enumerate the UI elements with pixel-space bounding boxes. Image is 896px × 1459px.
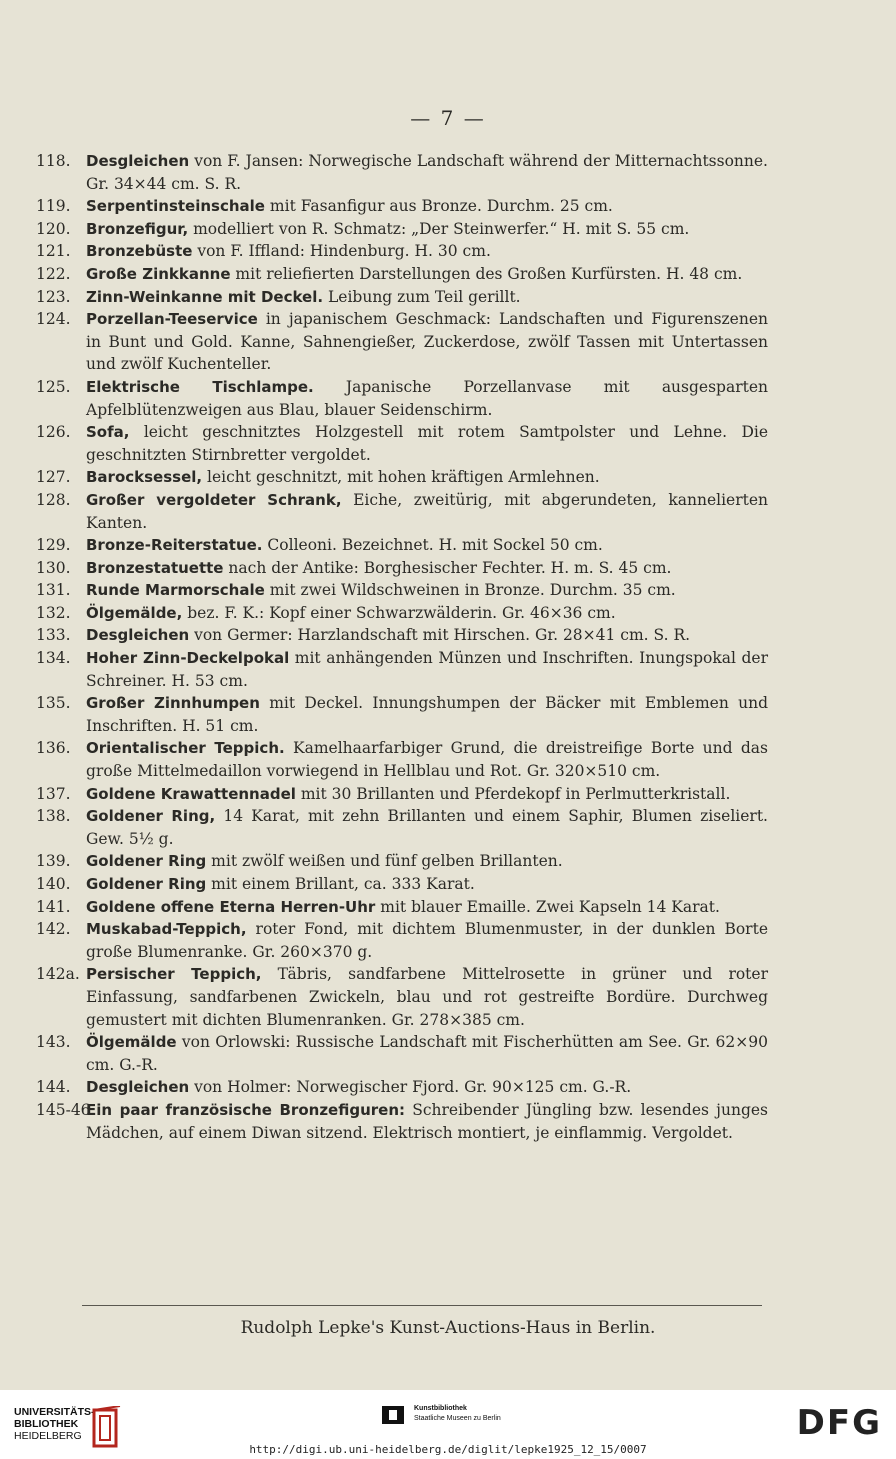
entry-title: Ölgemälde, xyxy=(86,603,183,622)
entry-title: Ölgemälde xyxy=(86,1033,177,1052)
entry-title: Desgleichen xyxy=(86,152,190,170)
ub-line3: HEIDELBERG xyxy=(14,1430,82,1442)
catalog-entry xyxy=(36,579,768,602)
entry-text xyxy=(86,534,768,557)
catalog-entry xyxy=(36,263,768,286)
entry-description: in japanischem Geschmack: Landschaften und Figurenszenen in Bunt und Gold. Kanne, Sahnengießer, Zuckerdose, zwölf Tassen mit Untertassen und zwölf Kuchenteller. xyxy=(86,310,768,374)
entry-text xyxy=(86,286,768,309)
catalog-entry xyxy=(36,896,768,919)
catalog-entry xyxy=(36,737,768,782)
entry-number: 125. xyxy=(36,377,71,396)
entry-number: 120. xyxy=(36,219,71,238)
entry-text xyxy=(86,783,768,806)
entry-description: Schreibender Jüngling bzw. lesendes junges Mädchen, auf einem Diwan sitzend. Elektrisch montiert, je einflammig. Vergoldet. xyxy=(86,1100,768,1142)
entry-text xyxy=(86,850,768,873)
entry-description: mit zwölf weißen und fünf gelben Brillanten. xyxy=(206,852,563,871)
catalog-entry xyxy=(36,1031,768,1076)
entry-number: 135. xyxy=(36,694,71,713)
catalog-entry xyxy=(36,850,768,873)
kunstbibliothek-logo-icon xyxy=(380,1404,406,1426)
entry-text xyxy=(86,466,768,489)
entry-description: mit 30 Brillanten und Pferdekopf in Perlmutterkristall. xyxy=(295,784,731,803)
entry-text xyxy=(86,218,768,241)
catalog-entry xyxy=(36,602,768,625)
entry-description: von Orlowski: Russische Landschaft mit Fischerhütten am See. Gr. 62×90 cm. G.-R. xyxy=(86,1033,768,1074)
entry-title: Orientalischer Teppich. xyxy=(86,739,285,758)
entry-number: 143. xyxy=(36,1033,71,1052)
catalog-entry xyxy=(36,783,768,806)
entry-title: Bronze-Reiterstatue. xyxy=(86,536,263,555)
catalog-entry xyxy=(36,308,768,376)
entry-number: 138. xyxy=(36,807,71,826)
entry-number: 123. xyxy=(36,287,71,306)
entry-text xyxy=(86,602,768,625)
entry-text xyxy=(86,647,768,692)
entry-number: 121. xyxy=(36,242,71,261)
entry-text xyxy=(86,873,768,896)
entry-description: roter Fond, mit dichtem Blumenmuster, in der dunklen Borte große Blumenranke. Gr. 260×370 g. xyxy=(86,920,768,961)
entry-number: 134. xyxy=(36,649,71,668)
entry-description: mit zwei Wildschweinen in Bronze. Durchm. 35 cm. xyxy=(264,581,676,600)
publisher-footer: Rudolph Lepke's Kunst-Auctions-Haus in Berlin. xyxy=(240,1318,656,1338)
entry-description: Eiche, zweitürig, mit abgerundeten, kannelierten Kanten. xyxy=(86,490,768,532)
entry-text xyxy=(86,557,768,580)
entry-title: Ein paar französische Bronzefiguren: xyxy=(86,1100,405,1119)
entry-number: 141. xyxy=(36,897,71,916)
entry-title: Sofa, xyxy=(86,423,130,442)
entry-number: 136. xyxy=(36,739,71,758)
catalog-entry xyxy=(36,376,768,421)
entry-title: Elektrische Tischlampe. xyxy=(86,377,314,396)
entry-title: Persischer Teppich, xyxy=(86,965,262,984)
catalog-entry xyxy=(36,489,768,534)
entry-number: 142a. xyxy=(36,965,80,984)
ub-heidelberg-logo-text[interactable] xyxy=(14,1406,95,1442)
entry-text xyxy=(86,692,768,737)
entry-number: 131. xyxy=(36,581,71,600)
catalog-entry xyxy=(36,421,768,466)
entry-number: 124. xyxy=(36,310,71,329)
entry-description: von F. Jansen: Norwegische Landschaft während der Mitternachtssonne. Gr. 34×44 cm. S. R. xyxy=(86,152,768,193)
entry-description: mit Deckel. Innungshumpen der Bäcker mit Emblemen und Inschriften. H. 51 cm. xyxy=(86,694,768,735)
entry-description: mit Fasanfigur aus Bronze. Durchm. 25 cm. xyxy=(264,197,613,216)
entry-title: Hoher Zinn-Deckelpokal xyxy=(86,649,290,668)
entry-title: Goldene Krawattennadel xyxy=(86,784,296,803)
catalog-entry xyxy=(36,805,768,850)
entry-number: 144. xyxy=(36,1078,71,1097)
entry-description: leicht geschnitzt, mit hohen kräftigen Armlehnen. xyxy=(202,468,600,487)
entry-number: 145-46. xyxy=(36,1100,96,1119)
entry-title: Bronzefigur, xyxy=(86,219,189,238)
entry-number: 140. xyxy=(36,875,71,893)
entry-text xyxy=(86,1031,768,1076)
entry-description: leicht geschnitztes Holzgestell mit rotem Samtpolster und Lehne. Die geschnitzten Stirnbretter vergoldet. xyxy=(86,423,768,464)
entry-description: von Holmer: Norwegischer Fjord. Gr. 90×125 cm. G.-R. xyxy=(189,1078,632,1097)
entry-text xyxy=(86,489,768,534)
entry-number: 126. xyxy=(36,423,71,442)
entry-text xyxy=(86,150,768,195)
catalog-entry xyxy=(36,218,768,241)
entry-number: 118. xyxy=(36,152,71,170)
entry-number: 119. xyxy=(36,197,71,216)
entry-text xyxy=(86,1099,768,1144)
entry-text xyxy=(86,624,768,647)
entry-number: 130. xyxy=(36,558,71,577)
entry-description: Colleoni. Bezeichnet. H. mit Sockel 50 cm. xyxy=(262,536,603,555)
entry-description: von Germer: Harzlandschaft mit Hirschen. Gr. 28×41 cm. S. R. xyxy=(189,626,691,645)
entry-title: Porzellan-Teeservice xyxy=(86,310,258,329)
entry-description: mit einem Brillant, ca. 333 Karat. xyxy=(206,875,475,893)
entry-text xyxy=(86,963,768,1031)
entry-title: Desgleichen xyxy=(86,1078,190,1097)
entry-text xyxy=(86,421,768,466)
entry-title: Bronzestatuette xyxy=(86,558,224,577)
catalog-entry xyxy=(36,1076,768,1099)
entry-description: Japanische Porzellanvase mit ausgesparten Apfelblütenzweigen aus Blau, blauer Seidenschirm. xyxy=(86,377,768,419)
catalog-entry xyxy=(36,873,768,896)
catalog-entry xyxy=(36,195,768,218)
entry-text xyxy=(86,195,768,218)
dfg-logo[interactable]: DFG xyxy=(796,1403,882,1443)
entry-description: nach der Antike: Borghesischer Fechter. H. m. S. 45 cm. xyxy=(223,558,672,577)
catalog-entry xyxy=(36,1099,768,1144)
entry-description: mit blauer Emaille. Zwei Kapseln 14 Karat. xyxy=(375,897,720,916)
catalog-entry xyxy=(36,466,768,489)
entry-number: 132. xyxy=(36,603,71,622)
catalog-entry xyxy=(36,286,768,309)
entry-title: Zinn-Weinkanne mit Deckel. xyxy=(86,287,324,306)
entry-text xyxy=(86,896,768,919)
entry-number: 127. xyxy=(36,468,71,487)
ub-line2: BIBLIOTHEK xyxy=(14,1418,79,1430)
entry-title: Goldener Ring xyxy=(86,852,207,871)
entry-text xyxy=(86,240,768,263)
catalog-entry xyxy=(36,534,768,557)
catalog-entry xyxy=(36,963,768,1031)
entry-description: 14 Karat, mit zehn Brillanten und einem Saphir, Blumen ziseliert. Gew. 5½ g. xyxy=(86,807,768,848)
entry-description: mit anhängenden Münzen und Inschriften. Inungspokal der Schreiner. H. 53 cm. xyxy=(86,649,768,690)
entry-description: modelliert von R. Schmatz: „Der Steinwerfer.“ H. mit S. 55 cm. xyxy=(188,219,690,238)
entry-title: Barocksessel, xyxy=(86,468,203,487)
footer-rule xyxy=(82,1305,762,1306)
entry-text xyxy=(86,737,768,782)
entry-title: Muskabad-Teppich, xyxy=(86,920,247,939)
entry-title: Goldener Ring xyxy=(86,875,207,893)
entry-description: von F. Iffland: Hindenburg. H. 30 cm. xyxy=(192,242,491,261)
ub-line1: UNIVERSITÄTS- xyxy=(14,1406,95,1418)
entry-number: 139. xyxy=(36,852,71,871)
entry-text xyxy=(86,376,768,421)
library-footer-bar xyxy=(0,1390,896,1459)
entry-description: Kamelhaarfarbiger Grund, die dreistreifige Borte und das große Mittelmedaillon vorwiegend in Hellblau und Rot. Gr. 320×510 cm. xyxy=(86,739,768,781)
catalog-entry xyxy=(36,150,768,195)
catalog-entry xyxy=(36,692,768,737)
kb-line1: Kunstbibliothek xyxy=(414,1405,467,1412)
kunstbibliothek-text[interactable] xyxy=(414,1404,501,1424)
page-number: — 7 — xyxy=(410,106,486,130)
entry-text xyxy=(86,579,768,602)
entry-number: 142. xyxy=(36,920,71,939)
entry-title: Goldene offene Eterna Herren-Uhr xyxy=(86,897,376,916)
entry-description: bez. F. K.: Kopf einer Schwarzwälderin. Gr. 46×36 cm. xyxy=(182,603,616,622)
entry-number: 128. xyxy=(36,490,71,509)
entry-text xyxy=(86,805,768,850)
catalog-entry xyxy=(36,557,768,580)
entry-text xyxy=(86,263,768,286)
catalog-entry xyxy=(36,624,768,647)
entry-number: 129. xyxy=(36,536,71,555)
catalog-entries xyxy=(36,150,768,1144)
catalog-entry xyxy=(36,240,768,263)
entry-title: Bronzebüste xyxy=(86,242,193,261)
entry-text xyxy=(86,918,768,963)
permalink-url[interactable]: http://digi.ub.uni-heidelberg.de/diglit/lepke1925_12_15/0007 xyxy=(249,1443,647,1456)
entry-number: 133. xyxy=(36,626,71,645)
catalog-entry xyxy=(36,647,768,692)
entry-description: mit reliefierten Darstellungen des Großen Kurfürsten. H. 48 cm. xyxy=(230,264,743,283)
entry-text xyxy=(86,308,768,376)
entry-description: Leibung zum Teil gerillt. xyxy=(323,287,521,306)
entry-title: Desgleichen xyxy=(86,626,190,645)
catalog-entry xyxy=(36,918,768,963)
entry-title: Großer vergoldeter Schrank, xyxy=(86,490,342,509)
entry-number: 137. xyxy=(36,784,71,803)
entry-title: Großer Zinnhumpen xyxy=(86,694,260,713)
entry-title: Serpentinsteinschale xyxy=(86,197,265,216)
entry-title: Goldener Ring, xyxy=(86,807,216,826)
entry-title: Runde Marmorschale xyxy=(86,581,265,600)
entry-description: Täbris, sandfarbene Mittelrosette in grüner und roter Einfassung, sandfarbenen Zwickeln, blau und rot gestreifte Bordüre. Durchweg gemustert mit dichten Blumenranken. Gr. 278×385 cm. xyxy=(86,965,768,1029)
entry-title: Große Zinkkanne xyxy=(86,264,231,283)
entry-number: 122. xyxy=(36,264,71,283)
kb-line2: Staatliche Museen zu Berlin xyxy=(414,1415,501,1422)
entry-text xyxy=(86,1076,768,1099)
